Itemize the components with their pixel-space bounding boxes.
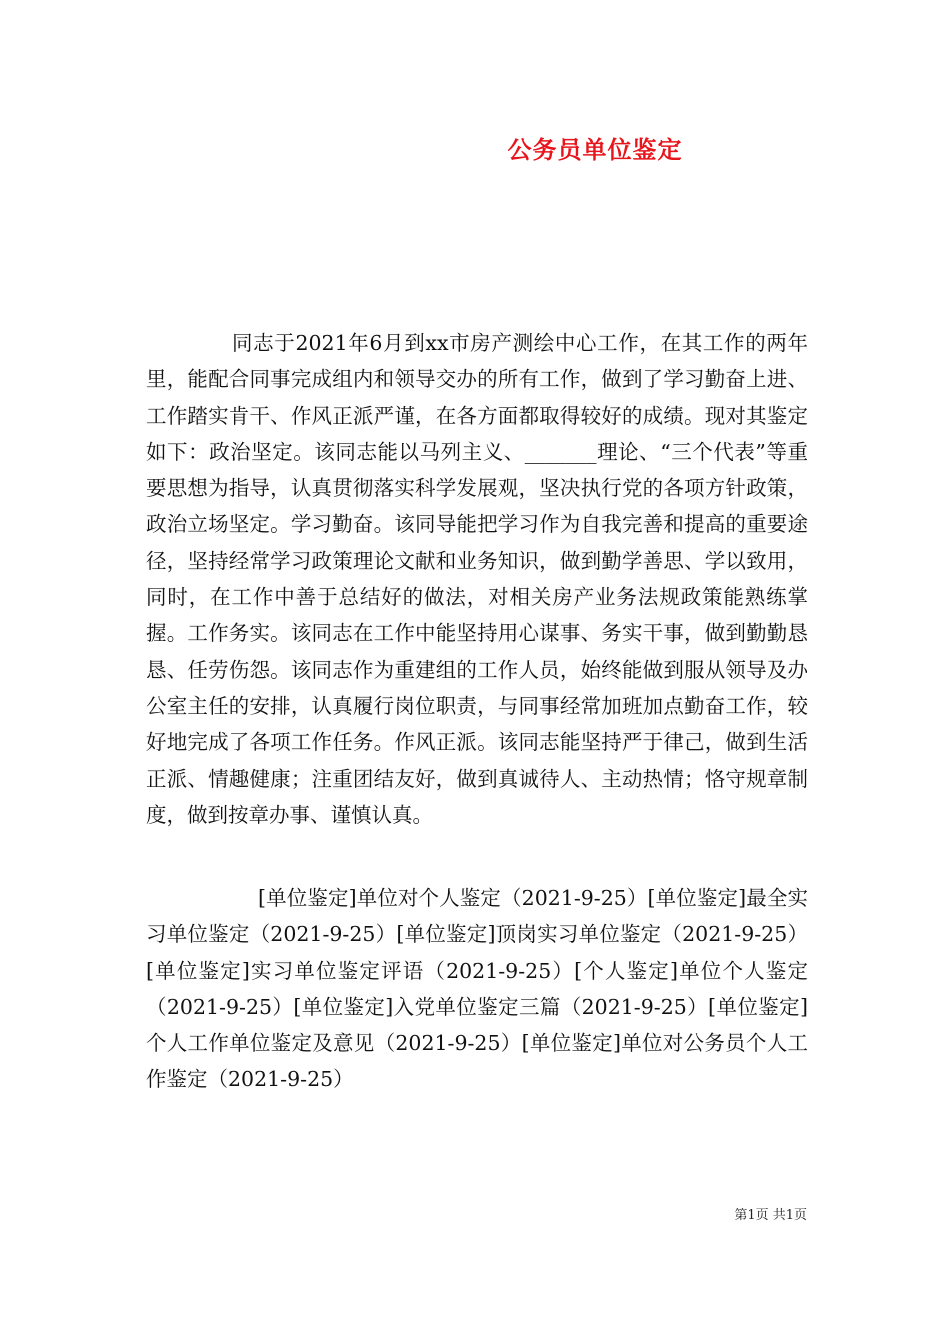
body-paragraph-related-links: [单位鉴定]单位对个人鉴定（2021-9-25）[单位鉴定]最全实习单位鉴定（2021-9-25）[单位鉴定]顶岗实习单位鉴定（2021-9-25）[单位鉴定]实习单位鉴定评语（2021-9-25）[个人鉴定]单位个人鉴定（2021-9-25）[单位鉴定]入党单位鉴定三篇（2021-9-25）[单位鉴定]个人工作单位鉴定及意见（2021-9-25）[单位鉴定]单位对公务员个人工作鉴定（2021-9-25） xyxy=(146,886,808,1092)
page-number-footer: 第1页 共1页 xyxy=(734,1208,807,1223)
document-title: 公务员单位鉴定 xyxy=(507,135,683,164)
body-paragraph-1: 同志于2021年6月到xx市房产测绘中心工作，在其工作的两年里，能配合同事完成组内和领导交办的所有工作，做到了学习勤奋上进、工作踏实肯干、作风正派严谨，在各方面都取得较好的成绩。现对其鉴定如下：政治坚定。该同志能以马列主义、_______理论、“三个代表”等重要思想为指导，认真贯彻落实科学发展观，坚决执行党的各项方针政策，政治立场坚定。学习勤奋。该同导能把学习作为自我完善和提高的重要途径，坚持经常学习政策理论文献和业务知识，做到勤学善思、学以致用，同时，在工作中善于总结好的做法，对相关房产业务法规政策能熟练掌握。工作务实。该同志在工作中能坚持用心谋事、务实干事，做到勤勤恳恳、任劳伤怨。该同志作为重建组的工作人员，始终能做到服从领导及办公室主任的安排，认真履行岗位职责，与同事经常加班加点勤奋工作，较好地完成了各项工作任务。作风正派。该同志能坚持严于律己，做到生活正派、情趣健康；注重团结友好，做到真诚待人、主动热情；恪守规章制度，做到按章办事、谨慎认真。 xyxy=(146,331,808,827)
